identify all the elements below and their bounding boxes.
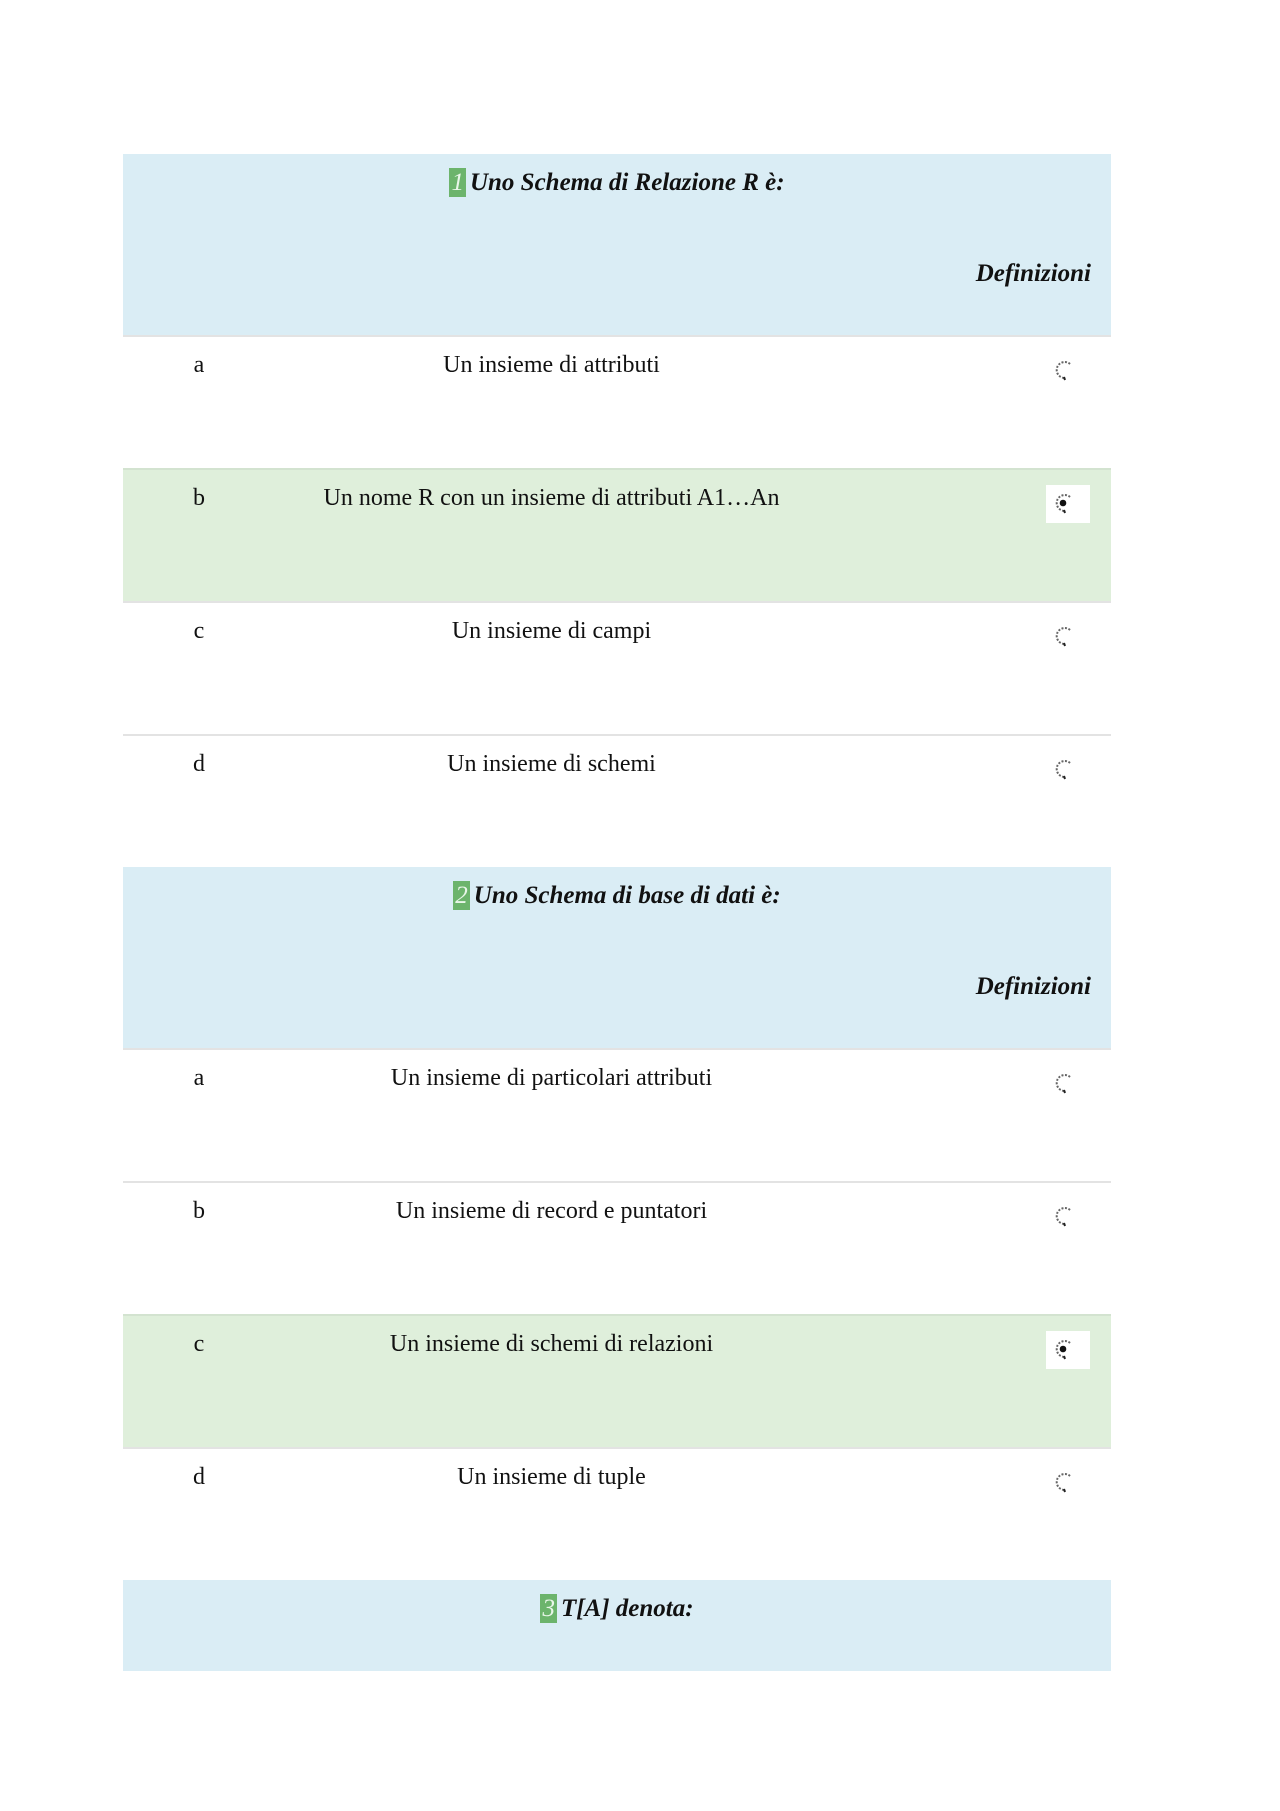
answer-option-row[interactable]: [123, 1048, 1111, 1181]
option-text: Un insieme di particolari attributi: [390, 1065, 713, 1091]
radio-empty-icon[interactable]: [1046, 1198, 1090, 1236]
option-letter: c: [193, 1331, 205, 1357]
radio-empty-icon[interactable]: [1046, 618, 1090, 656]
definitions-label: Definizioni: [975, 973, 1091, 1000]
option-letter: b: [193, 485, 205, 511]
option-letter: d: [193, 751, 205, 777]
answer-option-row[interactable]: [123, 1314, 1111, 1447]
answer-option-row[interactable]: [123, 601, 1111, 734]
radio-empty-icon[interactable]: [1046, 1065, 1090, 1103]
radio-empty-icon[interactable]: [1046, 352, 1090, 390]
option-letter: c: [193, 618, 205, 644]
option-text: Un insieme di tuple: [457, 1464, 646, 1490]
answer-option-row[interactable]: [123, 734, 1111, 867]
question-number-badge: 2: [455, 882, 468, 909]
option-letter: a: [193, 1065, 205, 1091]
option-text: Un insieme di schemi di relazioni: [389, 1331, 714, 1357]
definitions-label: Definizioni: [975, 260, 1091, 287]
option-text: Un insieme di campi: [451, 618, 652, 644]
option-letter: d: [193, 1464, 205, 1490]
answer-option-row[interactable]: [123, 1447, 1111, 1580]
option-letter: a: [193, 352, 205, 378]
option-text: Un insieme di schemi: [447, 751, 656, 777]
radio-selected-icon[interactable]: [1046, 1331, 1090, 1369]
question-number-badge: 1: [451, 169, 464, 196]
question-header: [123, 154, 1111, 335]
question-text: Uno Schema di base di dati è:: [473, 882, 781, 909]
option-letter: b: [193, 1198, 205, 1224]
radio-empty-icon[interactable]: [1046, 1464, 1090, 1502]
question-header: [123, 1580, 1111, 1671]
question-title: [123, 168, 1111, 197]
quiz-document: [123, 154, 1111, 1671]
answer-option-row[interactable]: [123, 1181, 1111, 1314]
option-text: Un insieme di record e puntatori: [395, 1198, 708, 1224]
radio-selected-icon[interactable]: [1046, 485, 1090, 523]
question-title: [123, 1594, 1111, 1623]
answer-option-row[interactable]: [123, 335, 1111, 468]
answer-option-row[interactable]: [123, 468, 1111, 601]
question-number-badge: 3: [542, 1595, 555, 1622]
radio-empty-icon[interactable]: [1046, 751, 1090, 789]
question-header: [123, 867, 1111, 1048]
option-text: Un insieme di attributi: [443, 352, 660, 378]
question-text: Uno Schema di Relazione R è:: [469, 169, 785, 196]
option-text: Un nome R con un insieme di attributi A1…An: [323, 485, 780, 511]
question-title: [123, 881, 1111, 910]
question-text: T[A] denota:: [560, 1595, 694, 1622]
